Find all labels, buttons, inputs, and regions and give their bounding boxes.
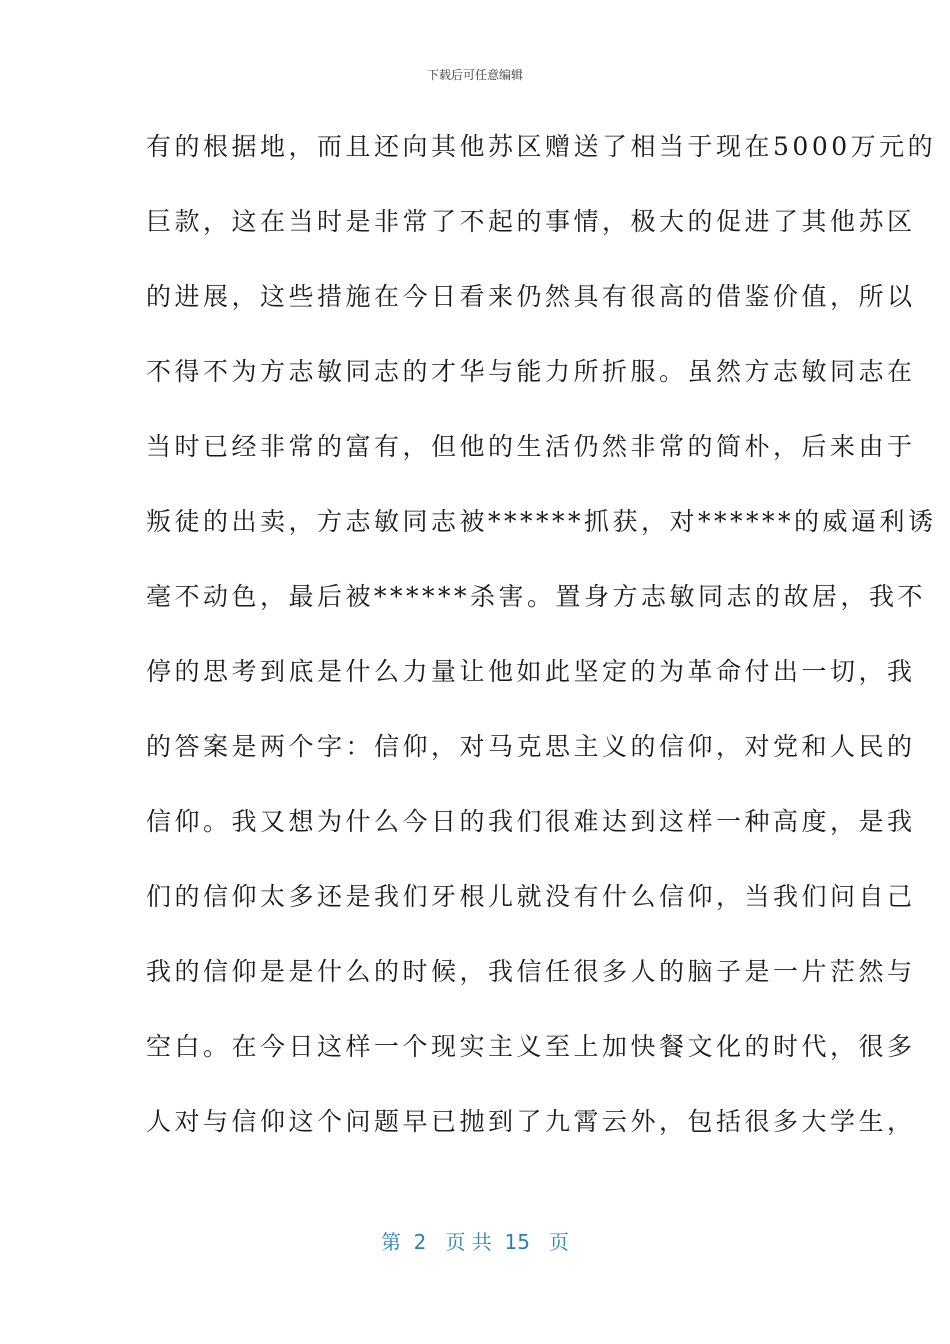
text-line: 叛徒的出卖，方志敏同志被******抓获，对******的威逼利诱 — [146, 507, 937, 536]
text-line: 的进展，这些措施在今日看来仍然具有很高的借鉴价值，所以 — [146, 282, 916, 311]
text-line: 空白。在今日这样一个现实主义至上加快餐文化的时代，很多 — [146, 1032, 916, 1061]
text-line: 毫不动色，最后被******杀害。置身方志敏同志的故居，我不 — [146, 582, 927, 611]
text-line: 信仰。我又想为什么今日的我们很难达到这样一种高度，是我 — [146, 807, 916, 836]
text-line: 巨款，这在当时是非常了不起的事情，极大的促进了其他苏区 — [146, 207, 916, 236]
text-line: 当时已经非常的富有，但他的生活仍然非常的简朴，后来由于 — [146, 432, 916, 461]
text-line: 人对与信仰这个问题早已抛到了九霄云外，包括很多大学生， — [146, 1107, 916, 1136]
text-line: 我的信仰是是什么的时候，我信任很多人的脑子是一片茫然与 — [146, 957, 916, 986]
text-line: 不得不为方志敏同志的才华与能力所折服。虽然方志敏同志在 — [146, 357, 916, 386]
text-line: 们的信仰太多还是我们牙根儿就没有什么信仰，当我们问自己 — [146, 882, 916, 911]
document-body — [146, 122, 937, 1172]
page-number-footer: 第 2 页 共 15 页 — [380, 1230, 570, 1254]
text-line: 的答案是两个字：信仰，对马克思主义的信仰，对党和人民的 — [146, 732, 916, 761]
page-header-note: 下载后可任意编辑 — [426, 68, 523, 82]
text-line: 有的根据地，而且还向其他苏区赠送了相当于现在5000万元的 — [146, 132, 937, 161]
text-line: 停的思考到底是什么力量让他如此坚定的为革命付出一切，我 — [146, 657, 916, 686]
